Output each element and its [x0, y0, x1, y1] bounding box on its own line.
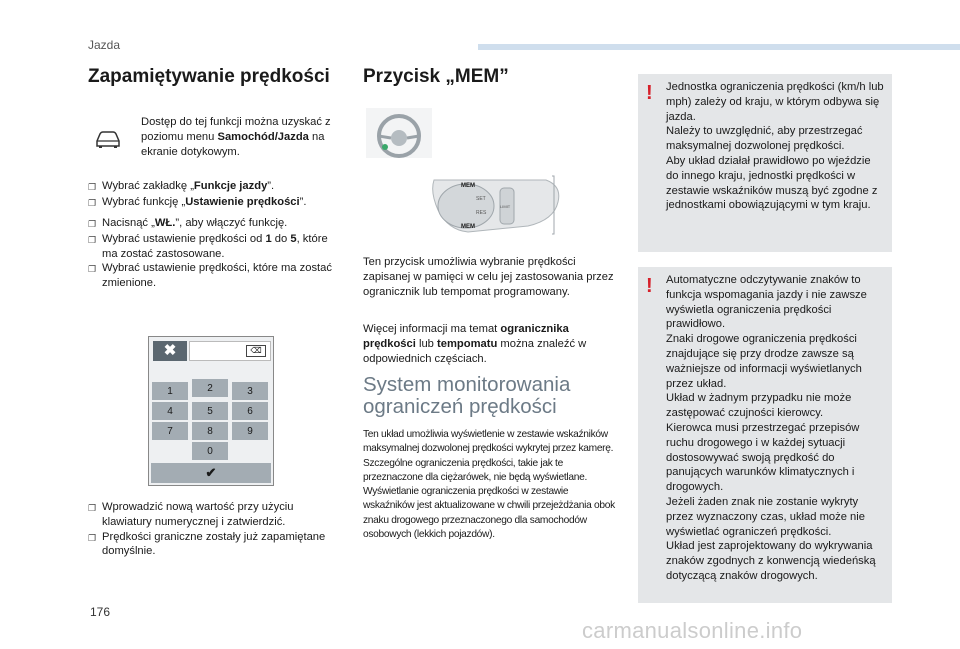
key-9: 9 [231, 421, 269, 441]
speed-control-stalk [428, 172, 570, 236]
keypad-display [189, 341, 271, 361]
warning-icon: ! [646, 82, 653, 104]
bullets-b [88, 216, 338, 291]
list-item: ❐ Nacisnąć „WŁ.”, aby włączyć funkcję. [88, 217, 288, 229]
middle-title: Przycisk „MEM” [363, 66, 509, 87]
mem-description: Ten przycisk umożliwia wybranie prędkości zapisanej w pamięci w celu jej zastosowania przez ogranicznik lub tempomat programowany. [363, 256, 614, 298]
steering-wheel-icon [366, 108, 432, 158]
watermark: carmanualsonline.info [582, 618, 803, 643]
key-2: 2 [191, 378, 229, 398]
section-heading: System monitorowania ograniczeń prędkości [363, 373, 571, 418]
backspace-icon: ⌫ [246, 345, 266, 357]
more-info-text: Więcej informacji ma temat ogranicznika prędkości lub tempomatu można znaleźć w odpowiednich częściach. [363, 323, 587, 365]
key-0: 0 [191, 441, 229, 461]
monitoring-description: Ten układ umożliwia wyświetlenie w zestawie wskaźników maksymalnej dozwolonej prędkości wykrytej przez kamerę. Szczególne ograniczenia prędkości, takie jak te przeznaczone dla ciężarówek, nie będą wyświetlane. Wyświetlanie ograniczenia prędkości w zestawie wskaźników jest aktualizowane w chwili przejeżdżania obok znaku drogowego przeznaczonego dla samochodów osobowych (lekkich pojazdów). [363, 429, 615, 541]
list-item: ❐ Wybrać ustawienie prędkości, które ma zostać zmienione. [88, 262, 332, 290]
key-6: 6 [231, 401, 269, 421]
bullets-a [88, 179, 348, 211]
stalk-label-mem-top: MEM [461, 183, 475, 189]
stalk-label-set: SET [476, 196, 486, 202]
left-title: Zapamiętywanie prędkości [88, 66, 330, 87]
section-label: Jazda [88, 38, 121, 52]
list-item: ❐ Wybrać ustawienie prędkości od 1 do 5, które ma zostać zastosowane. [88, 232, 328, 260]
key-1: 1 [151, 381, 189, 401]
page-number: 176 [90, 605, 111, 619]
note-unit: ! Jednostka ograniczenia prędkości (km/h lub mph) zależy od kraju, w którym odbywa się jazda. Należy to uwzględnić, aby przestrzegać maksymalnej dozwolonej prędkości. Aby układ działał prawidłowo po wjeździe do innego kraju, jednostki prędkości w zestawie wskaźników muszą być zgodne z jednostkami obowiązującymi w tym kraju. [638, 74, 892, 252]
key-4: 4 [151, 401, 189, 421]
note-automatic-reading: ! Automatyczne odczytywanie znaków to funkcja wspomagania jazdy i nie zawsze wyświetla ograniczenia prędkości prawidłowo. Znaki drogowe ograniczenia prędkości znajdujące się przy drodze zawsze są ważniejsze od informacji wyświetlanych przez układ. Układ w żadnym przypadku nie może zastępować czujności kierowcy. Kierowca musi przestrzegać przepisów ruchu drogowego i w każdej sytuacji dostosowywać swoją prędkość do panujących warunków klimatycznych i drogowych. Jeżeli żaden znak nie zostanie wykryty przez wyznaczony czas, układ może nie wyświetlać ograniczeń prędkości. Układ jest zaprojektowany do wykrywania znaków zgodnych z konwencją wiedeńską dotyczącą znaków drogowych. [638, 267, 892, 603]
confirm-icon: ✔ [151, 463, 271, 483]
list-item: ❐ Wprowadzić nową wartość przy użyciu klawiatury numerycznej i zatwierdzić. [88, 501, 294, 528]
numeric-keypad [148, 336, 274, 486]
bullets-c [88, 500, 340, 559]
intro-text: Dostęp do tej funkcji można uzyskać z poziomu menu Samochód/Jazda na ekranie dotykowym. [141, 116, 331, 158]
warning-icon: ! [646, 275, 653, 297]
close-icon: ✖ [153, 341, 187, 361]
key-8: 8 [191, 421, 229, 441]
stalk-label-res: RES [476, 210, 487, 216]
list-item: ❐ Wybrać zakładkę „Funkcje jazdy”. [88, 180, 275, 192]
stalk-label-limit: LIMIT [500, 204, 511, 209]
key-3: 3 [231, 381, 269, 401]
list-item: ❐ Prędkości graniczne zostały już zapamiętane domyślnie. [88, 530, 326, 558]
key-7: 7 [151, 421, 189, 441]
list-item: ❐ Wybrać funkcję „Ustawienie prędkości”. [88, 195, 307, 208]
header-bar [478, 44, 960, 50]
stalk-label-mem-bottom: MEM [461, 224, 475, 230]
key-5: 5 [191, 401, 229, 421]
car-icon [94, 129, 122, 149]
